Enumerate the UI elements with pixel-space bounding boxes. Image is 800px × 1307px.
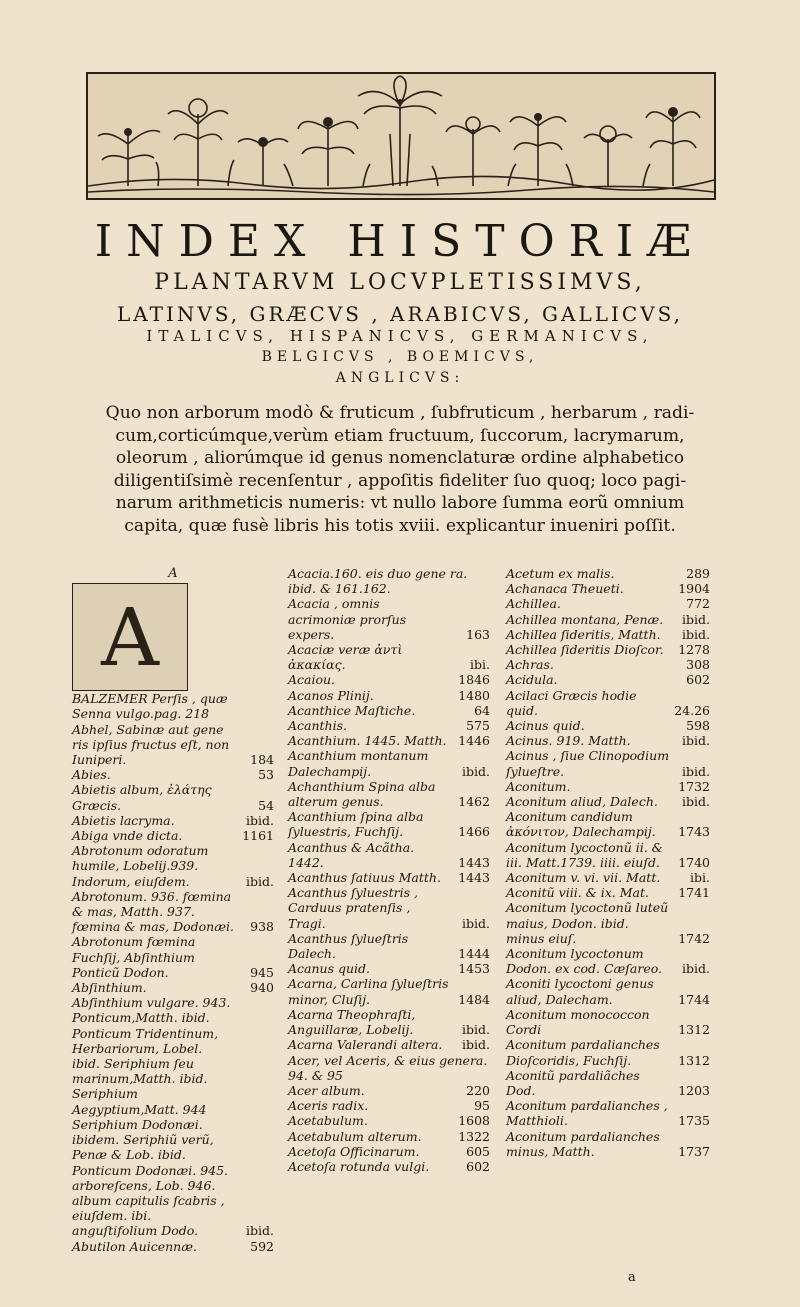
entry-page-number: 1480 xyxy=(458,687,490,703)
entry-term: Abiga vnde dicta. xyxy=(72,828,183,844)
entry-page-number: 602 xyxy=(466,1158,490,1174)
entry-page-number: 1735 xyxy=(678,1113,710,1129)
index-entry xyxy=(288,672,490,687)
entry-term: Acanthium ſpina alba ſyluestris, Fuchſij. xyxy=(288,809,424,840)
entry-term: Acarna, Carlina ſylueſtris minor, Cluſij. xyxy=(288,976,449,1007)
index-entry xyxy=(288,809,490,839)
entry-page-number: ibid. xyxy=(462,1022,490,1038)
entry-page-number: ibid. xyxy=(246,812,274,828)
index-entry xyxy=(288,779,490,809)
entry-term: Achillea ſideritis, Matth. xyxy=(506,626,661,642)
index-entry xyxy=(72,843,274,889)
entry-page-number: 1444 xyxy=(458,946,490,962)
index-entry xyxy=(506,748,710,778)
entry-term: Abſinthium. xyxy=(72,980,147,996)
index-entry xyxy=(506,885,710,900)
title-languages-4: ANGLICVS: xyxy=(335,370,465,386)
index-entry xyxy=(288,885,490,931)
entry-term: Acidula. xyxy=(506,672,558,688)
index-entry xyxy=(506,581,710,596)
entry-page-number: 163 xyxy=(466,626,490,642)
entry-page-number: 1608 xyxy=(458,1113,490,1129)
entry-term: Abietis lacryma. xyxy=(72,812,175,828)
entry-page-number: 1846 xyxy=(458,672,490,688)
entry-term: Abrotonum. 936. fœmina & mas, Matth. 937. fœmina & mas, Dodonæi. xyxy=(72,888,234,935)
title-languages-1: LATINVS, GRÆCVS , ARABICVS, GALLICVS, xyxy=(116,302,684,326)
entry-page-number: 1161 xyxy=(242,828,274,844)
index-entry xyxy=(506,1068,710,1098)
entry-term: Abutilon Auicennæ. xyxy=(72,1238,197,1254)
entry-term: Aconitum v. vi. vii. Matt. xyxy=(506,870,661,886)
entry-term: Abrotonum odoratum humile, Lobelij.939. Indorum, eiuſdem. xyxy=(72,843,209,889)
entry-term: Achanthium Spina alba alterum genus. xyxy=(288,778,436,810)
entry-page-number: ibid. xyxy=(462,915,490,931)
initial-letter: A xyxy=(101,590,159,684)
entry-page-number: ibid. xyxy=(462,763,490,779)
entry-term: Achillea montana, Penæ. xyxy=(506,611,664,627)
entry-term: Acanus quid. xyxy=(288,961,370,977)
entry-term: Aconitũ viii. & ix. Mat. xyxy=(506,885,649,901)
index-entry xyxy=(288,718,490,733)
entry-term: Abies. xyxy=(72,767,111,783)
entry-term: Aconitum. xyxy=(506,778,571,794)
entry-term: Acanthium montanum Dalechampij. xyxy=(288,748,429,779)
intro-line: capita, quæ fusè libris his totis xviii. explicantur inueniri poſſit. xyxy=(124,515,676,536)
entry-page-number: 945 xyxy=(250,964,274,980)
entry-page-number: 24.26 xyxy=(674,702,710,718)
entry-page-number: 605 xyxy=(466,1143,490,1159)
index-entry xyxy=(288,733,490,748)
entry-term: Acanthus & Acãtha. 1442. xyxy=(288,839,415,870)
index-entry xyxy=(288,1129,490,1144)
entry-page-number: 1322 xyxy=(458,1128,490,1144)
entry-term: Acarna Theophraſti, Anguillaræ, Lobelij. xyxy=(288,1006,416,1038)
index-entry xyxy=(506,566,710,581)
entry-page-number: 1744 xyxy=(678,991,710,1007)
entry-term: Acanthice Maſtiche. xyxy=(288,702,416,718)
entry-page-number: 1732 xyxy=(678,778,710,794)
entry-page-number: 1462 xyxy=(458,794,490,810)
index-entry xyxy=(288,870,490,885)
title-plantarum: PLANTARVM LOCVPLETISSIMVS, xyxy=(154,270,646,295)
index-entry xyxy=(288,703,490,718)
index-entry xyxy=(288,748,490,778)
entry-term: Abſinthium vulgare. 943. Ponticum,Matth. ibid. Ponticum Tridentinum, Herbariorum, Lobel. ibid. Seriphium ſeu marinum,Matth. ibid. Seriphium Aegyptium,Matt. 944 Seriphium Dodonæi. ibidem. Seriphiũ verũ, Penæ & Lob. ibid. Ponticum Dodonæi. 945. arboreſcens, Lob. 946. album capitulis ſcabris , eiuſdem. ibi. anguſtifolium Dodo. xyxy=(72,995,231,1239)
entry-term: Acetabulum. xyxy=(288,1113,368,1129)
entry-term: Acer album. xyxy=(288,1082,365,1098)
index-entry xyxy=(288,1113,490,1128)
entry-page-number: ibid. xyxy=(682,961,710,977)
entry-term: Achras. xyxy=(506,657,554,673)
index-entry xyxy=(506,688,710,718)
entry-term: Acacia , omnis acrimoniæ prorſus expers. xyxy=(288,596,407,642)
entry-term: Acetabulum alterum. xyxy=(288,1128,422,1144)
index-entry xyxy=(72,581,274,767)
index-entry xyxy=(72,828,274,843)
entry-term: Aconitum lycoctonũ luteũ maius, Dodon. ibid. minus eiuſ. xyxy=(506,900,669,946)
index-entry xyxy=(288,596,490,642)
index-entry xyxy=(506,627,710,642)
entry-term: Acarna Valerandi altera. xyxy=(288,1037,443,1053)
intro-line: narum arithmeticis numeris: vt nullo labore ſumma eorũ omnium xyxy=(115,493,685,514)
index-entry xyxy=(506,900,710,946)
entry-term: Aconitum pardalianches , Matthioli. xyxy=(506,1098,668,1129)
index-entry xyxy=(506,1007,710,1037)
entry-page-number: 1443 xyxy=(458,854,490,870)
entry-page-number: 1443 xyxy=(458,870,490,886)
index-entry xyxy=(72,980,274,995)
index-entry xyxy=(72,934,274,980)
entry-term: Acanthus ſyluestris , Carduus pratenſis , Tragi. xyxy=(288,885,418,931)
entry-term: Acanthis. xyxy=(288,718,347,734)
entry-page-number: ibid. xyxy=(682,763,710,779)
entry-page-number: 1466 xyxy=(458,824,490,840)
index-entry xyxy=(506,870,710,885)
index-entry xyxy=(506,809,710,839)
entry-term: Achillea. xyxy=(506,596,561,612)
plant-woodcut-illustration xyxy=(88,74,714,198)
entry-page-number: 53 xyxy=(258,767,274,783)
entry-term: Aconitum pardalianches Dioſcoridis, Fuchſij. xyxy=(506,1037,660,1068)
entry-term: Acer, vel Aceris, & eius genera. 94. & 95 xyxy=(288,1052,488,1083)
index-column-1 xyxy=(72,566,274,1254)
index-entry xyxy=(288,1053,490,1083)
entry-term: Acanthus ſylueſtris Dalech. xyxy=(288,930,409,962)
index-entry xyxy=(288,642,490,672)
intro-line: Quo non arborum modò & fruticum , ſubfruticum , herbarum , radi- xyxy=(105,403,695,423)
index-entry xyxy=(288,1144,490,1159)
entry-term: Abietis album, ἐλάτης Græcis. xyxy=(72,782,212,813)
entry-page-number: ibid. xyxy=(682,611,710,627)
index-entry xyxy=(506,946,710,976)
index-entry xyxy=(288,976,490,1006)
column-2-entries xyxy=(288,566,490,1174)
entry-term: Abrotonum fœmina Fuchſij, Abſinthium Ponticũ Dodon. xyxy=(72,934,196,980)
index-entry xyxy=(72,782,274,812)
entry-page-number: 598 xyxy=(686,718,710,734)
entry-term: Acinus , ſiue Clinopodium ſylueſtre. xyxy=(506,748,670,779)
entry-page-number: 1743 xyxy=(678,824,710,840)
entry-page-number: 1742 xyxy=(678,930,710,946)
entry-term: Acinus. 919. Matth. xyxy=(506,733,631,749)
index-entry xyxy=(506,718,710,733)
entry-page-number: 64 xyxy=(474,702,490,718)
entry-page-number: ibi. xyxy=(690,870,710,886)
entry-page-number: 1278 xyxy=(678,642,710,658)
index-entry xyxy=(288,1037,490,1052)
entry-page-number: 54 xyxy=(258,797,274,813)
index-entry xyxy=(506,733,710,748)
index-entry xyxy=(506,794,710,809)
entry-page-number: ibi. xyxy=(470,657,490,673)
title-languages-2: ITALICVS, HISPANICVS, GERMANICVS, xyxy=(146,327,654,345)
entry-term: Aconitum pardalianches minus, Matth. xyxy=(506,1128,660,1159)
index-entry xyxy=(506,840,710,870)
entry-page-number: 95 xyxy=(474,1098,490,1114)
index-entry xyxy=(506,596,710,611)
intro-line: oleorum , aliorúmque id genus nomenclaturæ ordine alphabetico xyxy=(115,448,685,469)
entry-term: Acaciæ veræ ἀντὶ ἀκακίας. xyxy=(288,642,403,673)
entry-term: Aconitum monococcon Cordi xyxy=(506,1006,650,1038)
entry-page-number: ibid. xyxy=(682,733,710,749)
index-entry xyxy=(288,961,490,976)
column-3-entries xyxy=(506,566,710,1159)
entry-page-number: 1312 xyxy=(678,1022,710,1038)
index-entry xyxy=(288,1007,490,1037)
column-1-entries xyxy=(72,581,274,1254)
entry-term: Aconiti lycoctoni genus aliud, Dalecham. xyxy=(506,976,654,1007)
entry-page-number: 1312 xyxy=(678,1052,710,1068)
index-entry xyxy=(506,1098,710,1128)
entry-page-number: ibid. xyxy=(682,794,710,810)
entry-page-number: 602 xyxy=(686,672,710,688)
entry-term: Aconitũ pardaliãches Dod. xyxy=(506,1067,640,1098)
entry-term: Aconitum lycoctonum Dodon. ex cod. Cæſareo. xyxy=(506,946,663,977)
entry-term: Acilaci Græcis hodie quid. xyxy=(506,687,637,718)
entry-page-number: 1484 xyxy=(458,991,490,1007)
entry-term: Acaiou. xyxy=(288,672,336,688)
index-entry xyxy=(288,566,490,596)
index-column-2 xyxy=(288,566,490,1174)
index-entry xyxy=(288,840,490,870)
entry-term: Acanthium. 1445. Matth. xyxy=(288,733,447,749)
intro-paragraph xyxy=(100,402,700,538)
index-column-3 xyxy=(506,566,710,1159)
entry-page-number: 1446 xyxy=(458,733,490,749)
index-entry xyxy=(72,889,274,935)
index-entry xyxy=(506,1037,710,1067)
index-entry xyxy=(506,1129,710,1159)
entry-term: Acanos Plinij. xyxy=(288,687,374,703)
entry-page-number: ibid. xyxy=(246,873,274,889)
entry-page-number: 592 xyxy=(250,1238,274,1254)
entry-page-number: 1740 xyxy=(678,854,710,870)
entry-term: Achillea ſideritis Dioſcor. xyxy=(506,642,664,658)
entry-term: Acetoſa Officinarum. xyxy=(288,1143,420,1159)
entry-term: Aconitum lycoctonũ ii. & iii. Matt.1739. iiii. eiuſd. xyxy=(506,839,663,870)
catchword: a xyxy=(628,1270,636,1285)
index-entry xyxy=(506,612,710,627)
index-entry xyxy=(288,1083,490,1098)
entry-page-number: ibid. xyxy=(246,1223,274,1239)
index-entry xyxy=(288,931,490,961)
entry-page-number: 220 xyxy=(466,1082,490,1098)
entry-page-number: 772 xyxy=(686,596,710,612)
entry-page-number: 184 xyxy=(250,752,274,768)
entry-term: Aconitum candidum ἀκόνιτον, Dalechampij. xyxy=(506,809,656,840)
entry-page-number: 1203 xyxy=(678,1082,710,1098)
section-letter: A xyxy=(168,566,178,581)
entry-term: Aceris radix. xyxy=(288,1098,369,1114)
entry-page-number: 940 xyxy=(250,980,274,996)
entry-term: Aconitum aliud, Dalech. xyxy=(506,794,658,810)
entry-page-number: 1453 xyxy=(458,961,490,977)
entry-page-number: 308 xyxy=(686,657,710,673)
entry-term: Acetoſa rotunda vulgi. xyxy=(288,1158,430,1174)
entry-term: Acacia.160. eis duo gene ra. ibid. & 161.162. xyxy=(288,566,468,597)
index-entry xyxy=(288,1098,490,1113)
index-entry xyxy=(506,642,710,657)
intro-line: cum,corticúmque,verùm etiam fructuum, ſuccorum, lacrymarum, xyxy=(115,425,685,446)
index-entry xyxy=(506,672,710,687)
index-entry xyxy=(506,976,710,1006)
index-entry xyxy=(288,688,490,703)
entry-page-number: 1737 xyxy=(678,1143,710,1159)
entry-term: Acetum ex malis. xyxy=(506,566,615,581)
entry-term: Acinus quid. xyxy=(506,718,585,734)
woodcut-banner xyxy=(86,72,716,200)
index-entry xyxy=(506,657,710,672)
index-entry xyxy=(72,995,274,1238)
title-languages-3: BELGICVS , BOEMICVS, xyxy=(261,349,539,365)
entry-page-number: ibid. xyxy=(682,626,710,642)
entry-page-number: ibid. xyxy=(462,1037,490,1053)
index-entry xyxy=(288,1159,490,1174)
entry-page-number: 575 xyxy=(466,718,490,734)
entry-page-number: 1741 xyxy=(678,885,710,901)
entry-term: BALZEMER Perſis , quæ Senna vulgo.pag. 218 Abhel, Sabinæ aut gene ris ipſius fructus eſt, non Iuniperi. xyxy=(72,691,230,768)
entry-page-number: 1904 xyxy=(678,581,710,597)
index-entry xyxy=(72,1239,274,1254)
intro-line: diligentiſsimè recenſentur , appoſitis fideliter ſuo quoq; loco pagi- xyxy=(113,470,687,491)
entry-page-number: 938 xyxy=(250,919,274,935)
index-entry xyxy=(506,779,710,794)
entry-term: Achanaca Theueti. xyxy=(506,581,624,597)
entry-page-number: 289 xyxy=(686,566,710,581)
index-entry xyxy=(72,767,274,782)
index-entry xyxy=(72,813,274,828)
entry-term: Acanthus ſatiuus Matth. xyxy=(288,870,441,886)
title-index-historiae: INDEX HISTORIÆ xyxy=(94,216,706,267)
